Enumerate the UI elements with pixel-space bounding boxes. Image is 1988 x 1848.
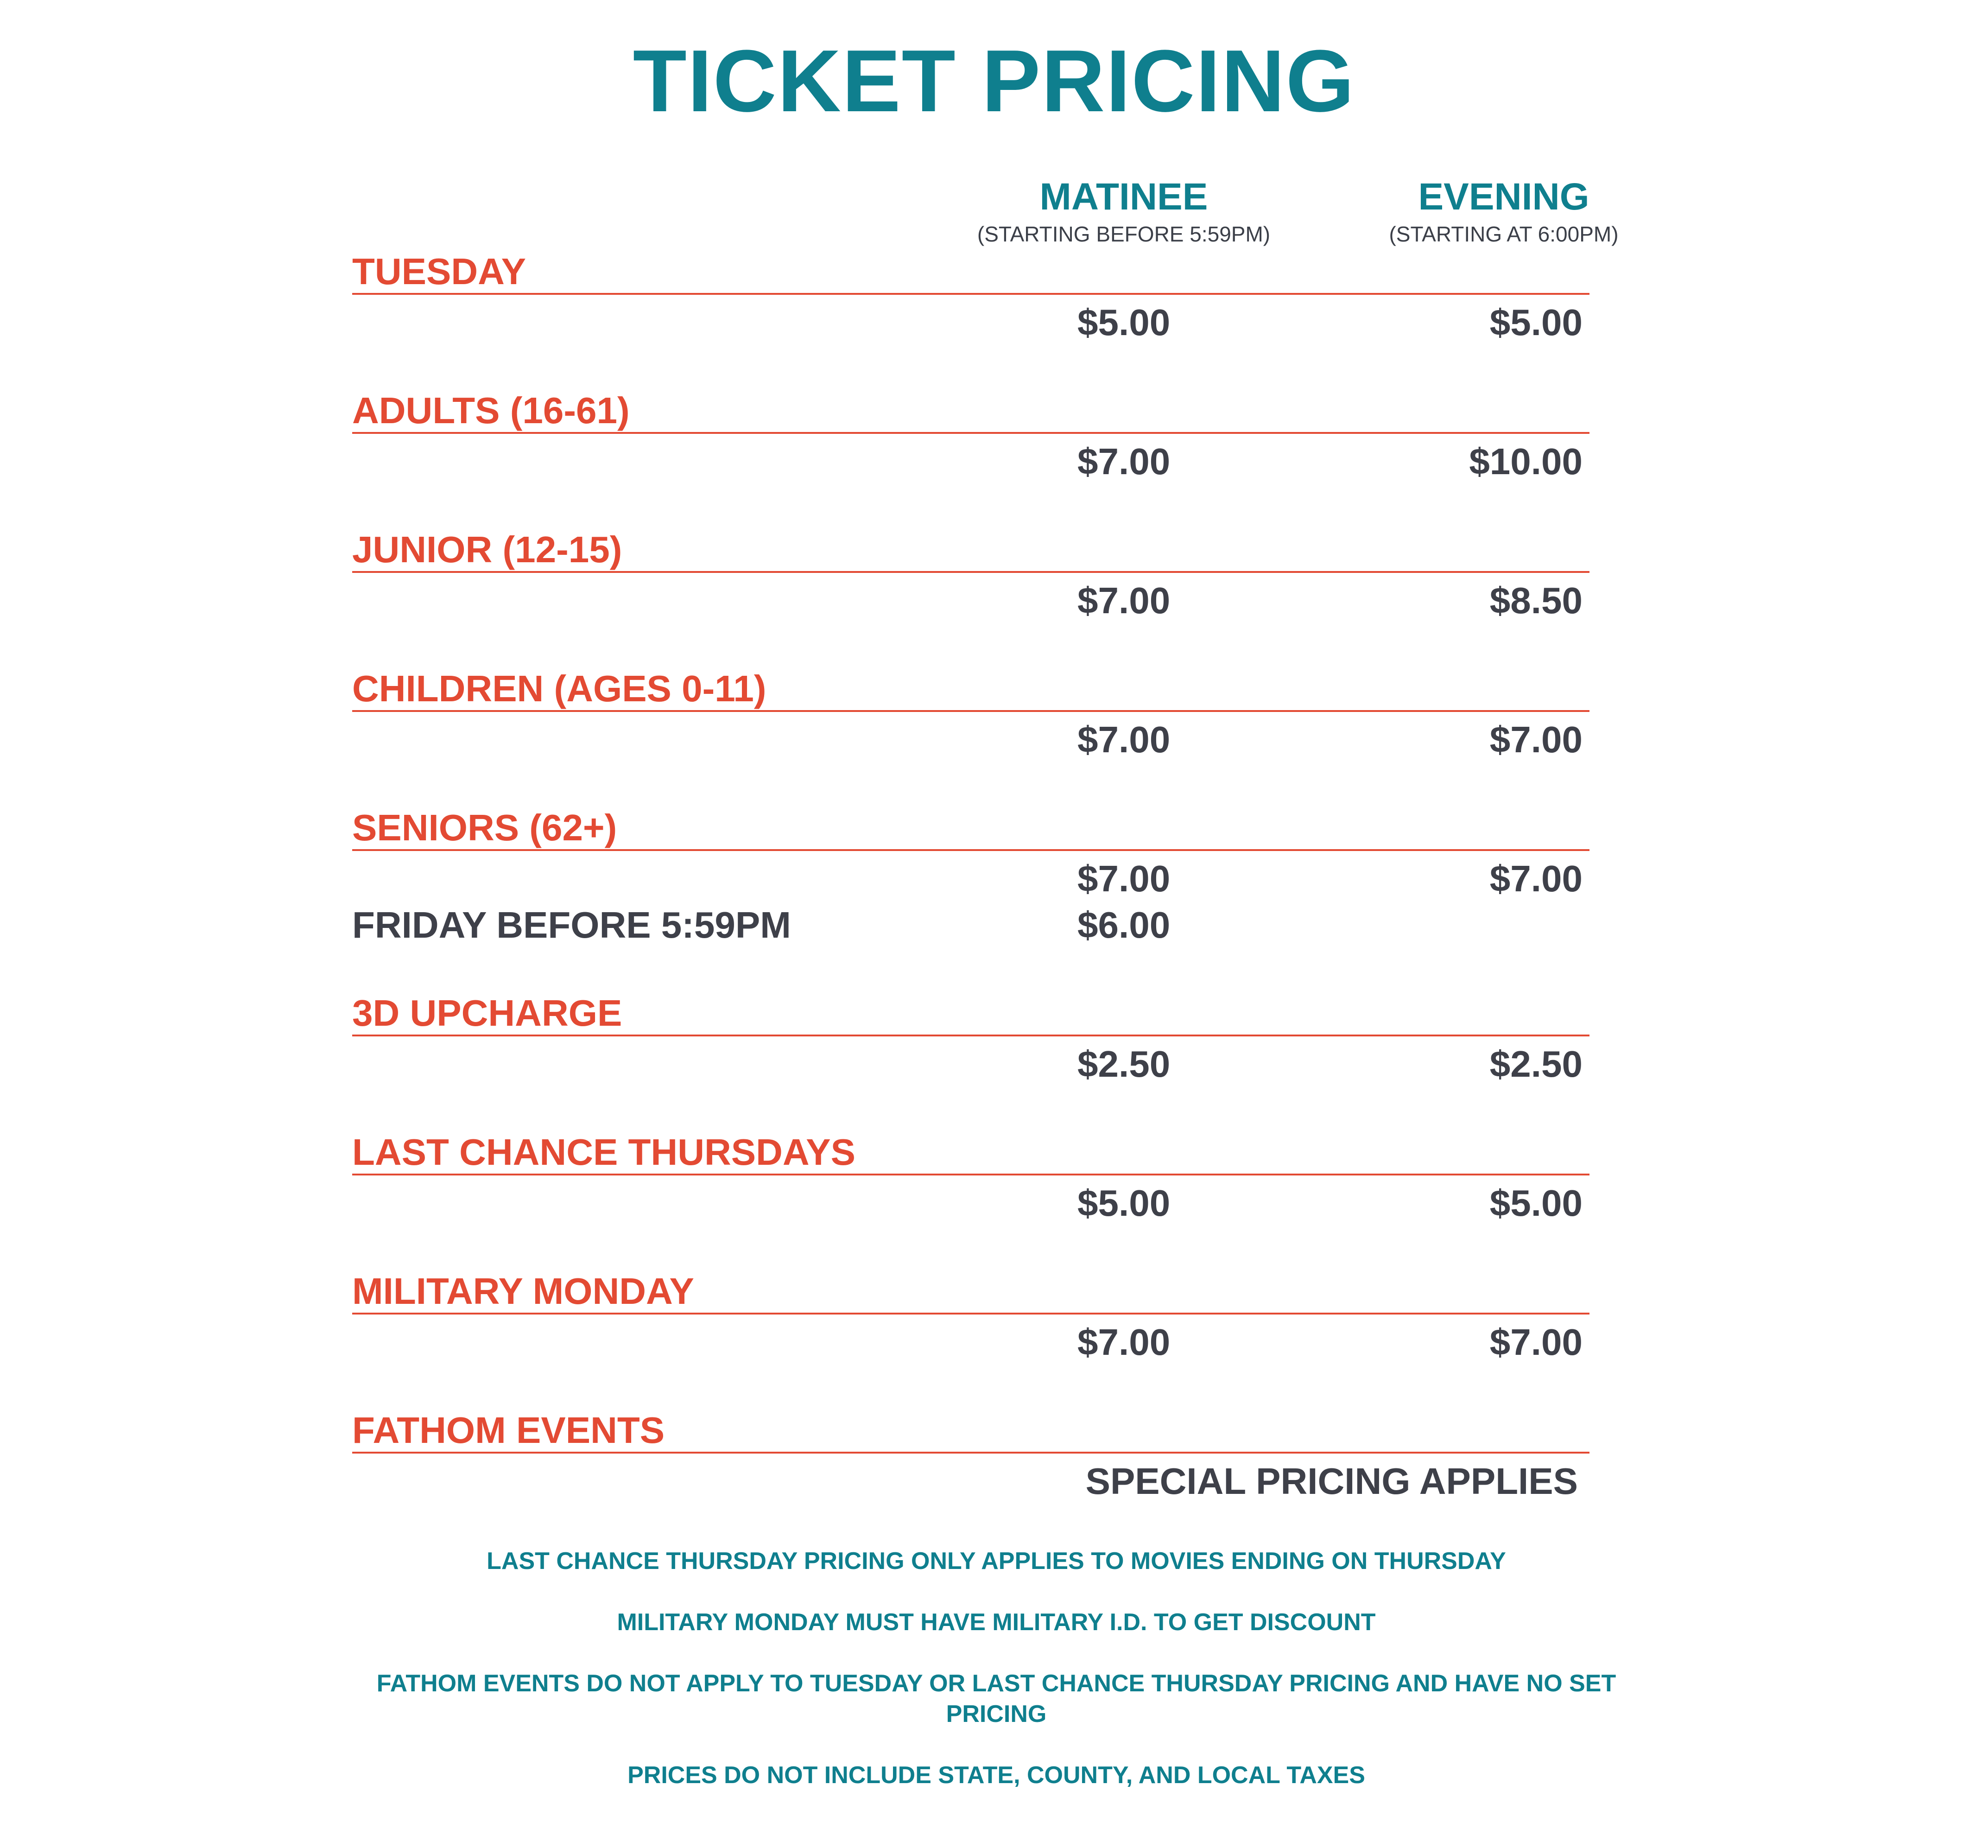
section-fathom-events	[352, 1409, 1589, 1505]
evening-label: EVENING	[1418, 176, 1589, 218]
matinee-price: $7.00	[1077, 580, 1171, 621]
category-label: JUNIOR (12-15)	[352, 528, 1589, 573]
matinee-label: MATINEE	[1039, 176, 1208, 218]
section-tuesday	[352, 250, 1589, 346]
category-label: ADULTS (16-61)	[352, 389, 1589, 434]
evening-price: $7.00	[1489, 1321, 1583, 1363]
friday-label: FRIDAY BEFORE 5:59PM	[352, 904, 791, 946]
price-row	[352, 717, 1589, 763]
matinee-sub: (STARTING BEFORE 5:59PM)	[977, 222, 1271, 246]
evening-price: $5.00	[1489, 302, 1583, 343]
section-seniors	[352, 807, 1589, 948]
matinee-price: $7.00	[1077, 441, 1171, 482]
section-children	[352, 667, 1589, 763]
matinee-price: $2.50	[1077, 1043, 1171, 1085]
price-row	[352, 438, 1589, 485]
matinee-price: $7.00	[1077, 858, 1171, 899]
note-fathom: FATHOM EVENTS DO NOT APPLY TO TUESDAY OR LAST CHANCE THURSDAY PRICING AND HAVE NO SET PRICING	[376, 1670, 1616, 1727]
matinee-price: $5.00	[1077, 302, 1171, 343]
evening-price: $7.00	[1489, 719, 1583, 760]
note-taxes: PRICES DO NOT INCLUDE STATE, COUNTY, AND LOCAL TAXES	[627, 1762, 1365, 1789]
evening-price: $5.00	[1489, 1182, 1583, 1224]
evening-price: $7.00	[1489, 858, 1583, 899]
evening-sub: (STARTING AT 6:00PM)	[1389, 222, 1619, 246]
special-pricing-row	[352, 1458, 1589, 1505]
note-military: MILITARY MONDAY MUST HAVE MILITARY I.D. TO GET DISCOUNT	[617, 1609, 1376, 1636]
special-pricing-text: SPECIAL PRICING APPLIES	[1085, 1461, 1578, 1502]
matinee-column-header	[938, 174, 1309, 248]
section-military-monday	[352, 1270, 1589, 1365]
evening-price: $10.00	[1469, 441, 1583, 482]
price-row-friday	[352, 902, 1589, 948]
price-row	[352, 1041, 1589, 1087]
category-label: 3D UPCHARGE	[352, 992, 1589, 1036]
category-label: CHILDREN (AGES 0-11)	[352, 667, 1589, 712]
matinee-price: $7.00	[1077, 719, 1171, 760]
page-title: TICKET PRICING	[633, 32, 1355, 130]
matinee-price: $5.00	[1077, 1182, 1171, 1224]
section-3d-upcharge	[352, 992, 1589, 1087]
price-row	[352, 1180, 1589, 1226]
note-last-chance: LAST CHANCE THURSDAY PRICING ONLY APPLIES TO MOVIES ENDING ON THURSDAY	[487, 1548, 1506, 1575]
price-row	[352, 578, 1589, 624]
section-junior	[352, 528, 1589, 624]
price-row	[352, 299, 1589, 346]
category-label: SENIORS (62+)	[352, 807, 1589, 851]
section-adults	[352, 389, 1589, 485]
category-label: LAST CHANCE THURSDAYS	[352, 1131, 1589, 1175]
evening-price: $8.50	[1489, 580, 1583, 621]
matinee-price: $7.00	[1077, 1321, 1171, 1363]
price-row	[352, 1319, 1589, 1365]
friday-matinee-price: $6.00	[1077, 904, 1171, 946]
section-last-chance-thursdays	[352, 1131, 1589, 1226]
evening-column-header	[1318, 174, 1689, 248]
category-label: TUESDAY	[352, 250, 1589, 295]
evening-price: $2.50	[1489, 1043, 1583, 1085]
category-label: MILITARY MONDAY	[352, 1270, 1589, 1315]
footnotes	[324, 1546, 1668, 1821]
price-row	[352, 856, 1589, 902]
category-label: FATHOM EVENTS	[352, 1409, 1589, 1454]
